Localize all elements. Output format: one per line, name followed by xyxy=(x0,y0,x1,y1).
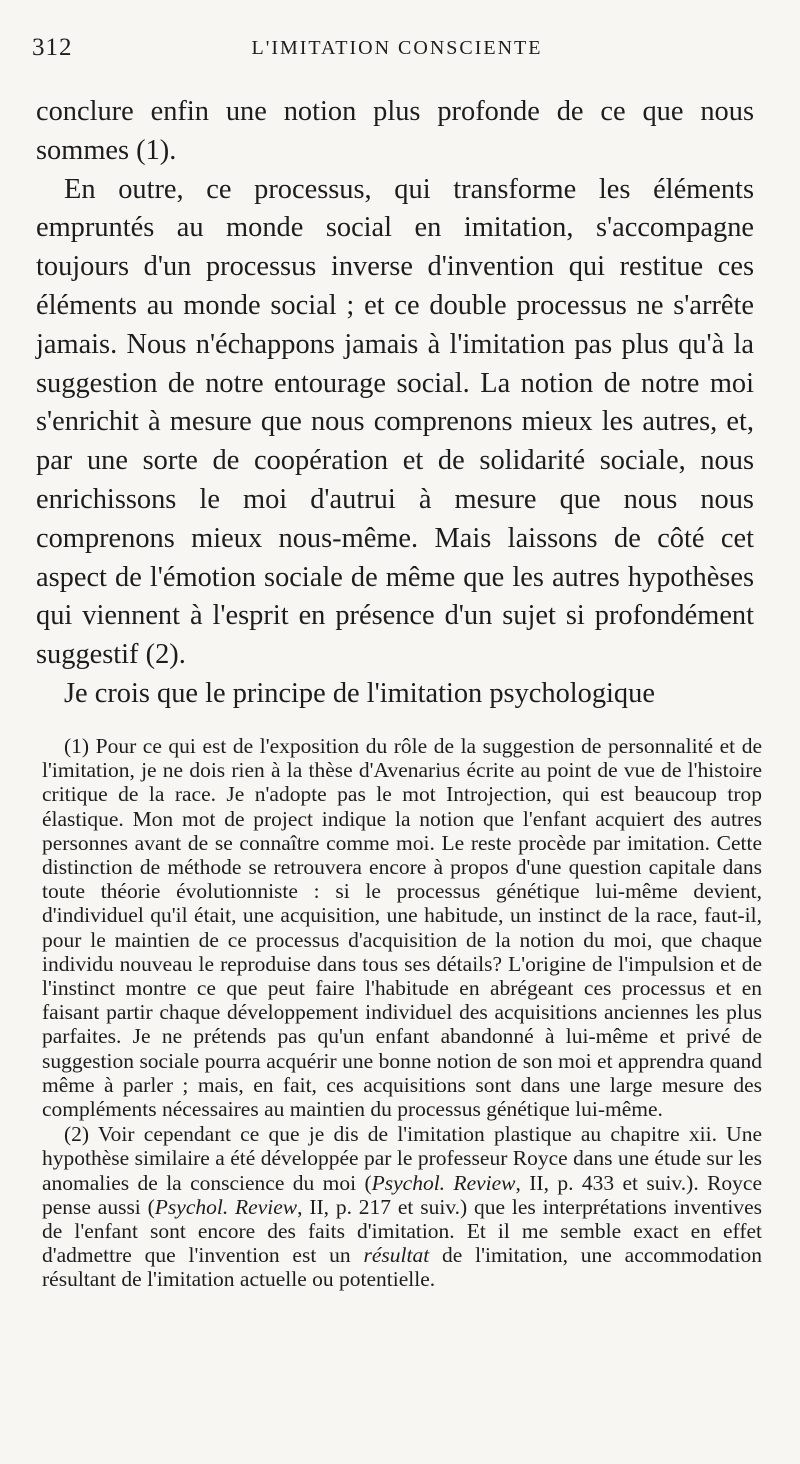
footnote-text: , II, p. 433 et suiv.). Royce pense aussi ( xyxy=(42,1170,762,1219)
paragraph: En outre, ce processus, qui transforme les éléments empruntés au monde social en imitation, s'accompagne toujours d'un processus inverse d'invention qui restitue ces éléments au monde social ; et ce double processus ne s'arrête jamais. Nous n'échappons jamais à l'imitation pas plus qu'à la suggestion de notre entourage social. La notion de notre moi s'enrichit à mesure que nous comprenons mieux les autres, et, par une sorte de coopération et de solidarité sociale, nous enrichissons le moi d'autrui à mesure que nous nous comprenons mieux nous-même. Mais laissons de côté cet aspect de l'émotion sociale de même que les autres hypothèses qui viennent à l'esprit en présence d'un sujet si profondément suggestif (2). xyxy=(36,173,754,671)
footnote-2 xyxy=(42,1122,762,1291)
footnote-text: (2) Voir cependant ce que je dis de l'imitation plastique au chapitre xii. Une hypothèse similaire a été développée par le professeur Royce dans une étude sur les anomalies de la conscience du moi ( xyxy=(42,1122,762,1195)
journal-title: Psychol. Review xyxy=(371,1170,516,1195)
page-number: 312 xyxy=(32,34,73,61)
footnote-text: , II, p. 217 et suiv.) que les interprétations inventives de l'enfant sont encore des faits d'imitation. Et il me semble exact en effet d'admettre que l'invention est un xyxy=(42,1194,762,1268)
journal-title: Psychol. Review xyxy=(154,1194,298,1219)
footnotes xyxy=(42,734,762,1293)
footnote-text: de l'imitation, une accommodation résultant de l'imitation actuelle ou potentielle. xyxy=(42,1243,762,1292)
main-text xyxy=(36,93,754,714)
paragraph-continuation: conclure enfin une notion plus profonde de ce que nous sommes (1). xyxy=(36,96,754,166)
running-head: L'IMITATION CONSCIENTE xyxy=(251,37,543,59)
page-header xyxy=(32,34,762,68)
emphasis: résultat xyxy=(363,1243,430,1268)
footnote-1: (1) Pour ce qui est de l'exposition du rôle de la suggestion de personnalité et de l'imitation, je ne dois rien à la thèse d'Avenarius écrite au point de vue de l'histoire critique de la race. Je n'adopte pas le mot Introjection, qui est beaucoup trop élastique. Mon mot de project indique la notion que l'enfant acquiert des autres personnes avant de se connaître comme moi. Le reste procède par imitation. Cette distinction de méthode se retrouvera encore à propos d'une question capitale dans toute théorie évolutionniste : si le processus génétique lui-même devient, d'individuel qu'il était, une acquisition, une habitude, un instinct de la race, faut-il, pour le maintien de ce processus d'acquisition de la notion du moi, que chaque individu nouveau le reproduise dans tous ses détails? L'origine de l'impulsion et de l'instinct montre ce que peut faire l'habitude en abrégeant ces processus et en faisant partir chaque développement individuel des acquisitions anciennes les plus parfaites. Je ne prétends pas qu'un enfant abandonné à lui-même et privé de suggestion sociale pourra acquérir une bonne notion de son moi et apprendra quand même à parler ; mais, en fait, ces acquisitions sont dans une large mesure des compléments nécessaires au maintien du processus génétique lui-même. xyxy=(42,734,762,1122)
paragraph: Je crois que le principe de l'imitation psychologique xyxy=(64,677,655,709)
